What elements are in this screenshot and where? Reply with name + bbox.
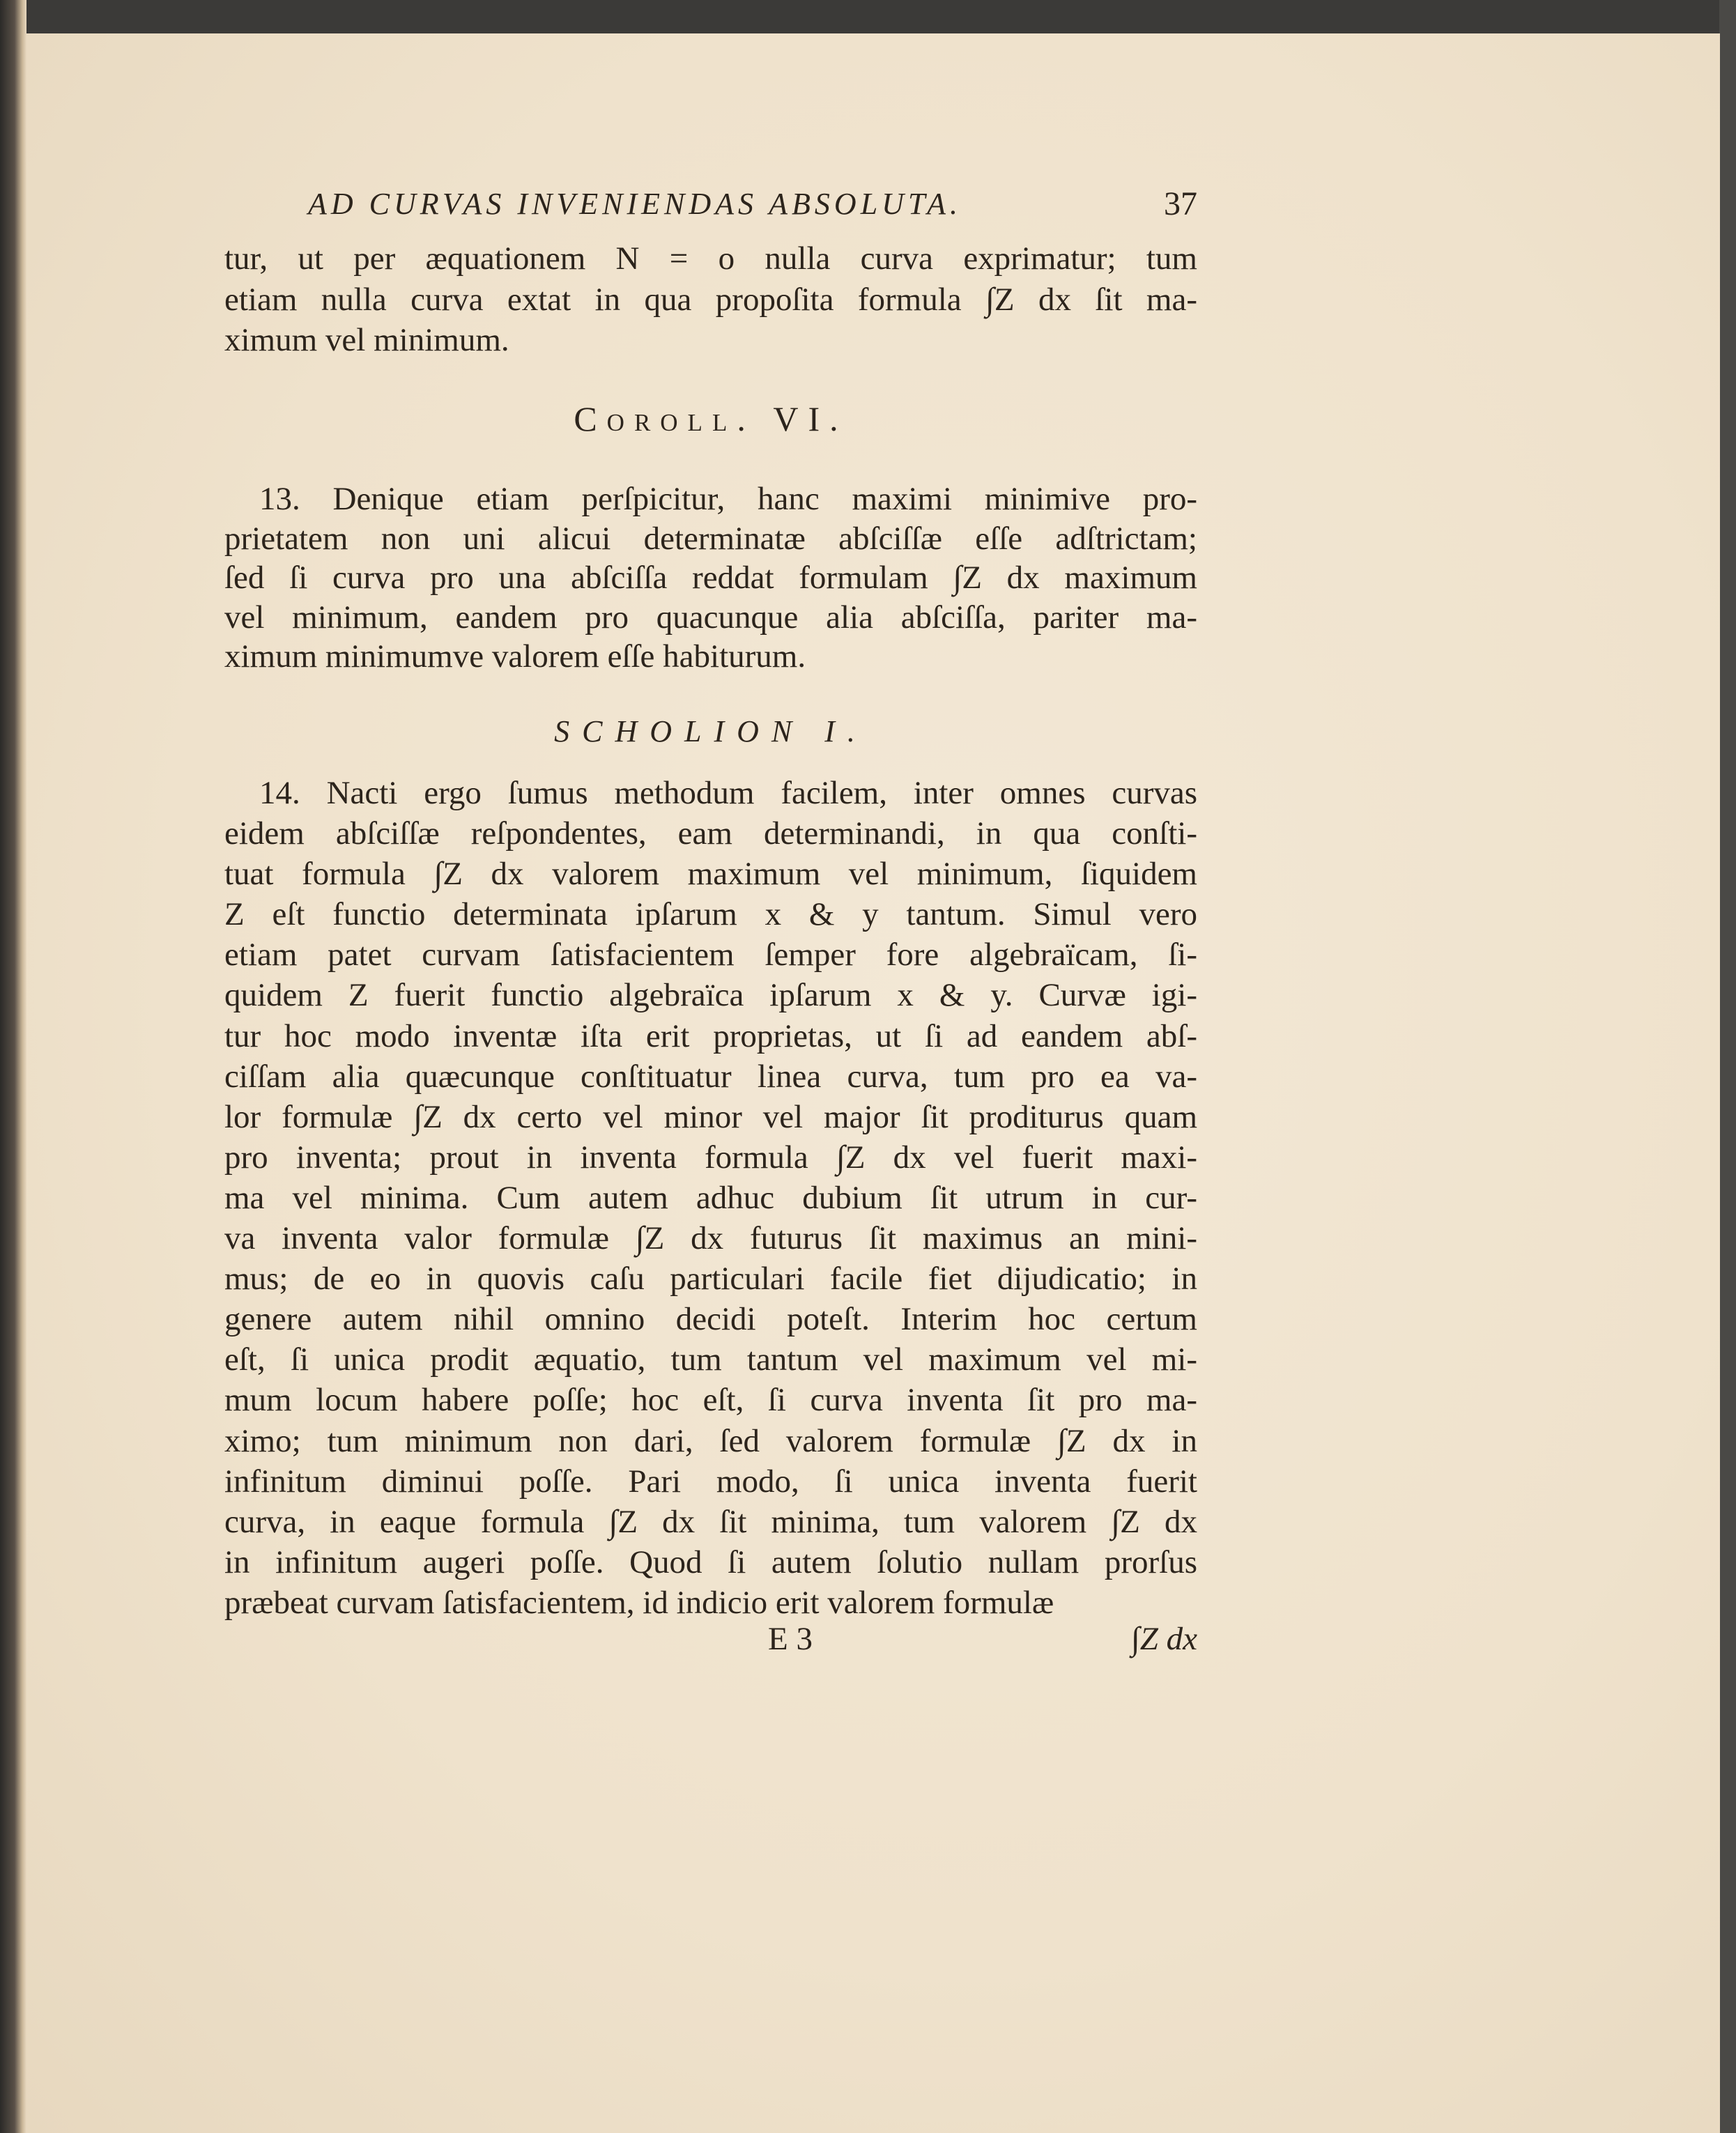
text-line: tur hoc modo inventæ iſta erit proprietas, ut ſi ad eandem abſ- (224, 1017, 1197, 1054)
scan-background-edge (1719, 0, 1736, 2133)
text-line: ximo; tum minimum non dari, ſed valorem formulæ ∫Z dx in (224, 1422, 1197, 1459)
text-line: ſed ſi curva pro una abſciſſa reddat formulam ∫Z dx maximum (224, 560, 1197, 596)
text-line: eidem abſciſſæ reſpondentes, eam determinandi, in qua conſti- (224, 815, 1197, 852)
page-footer (224, 1619, 1197, 1659)
text-line: tur, ut per æquationem N = o nulla curva exprimatur; tum (224, 240, 1197, 277)
corollary-heading: Coroll. VI. (574, 399, 848, 438)
text-line: 14. Nacti ergo ſumus methodum facilem, inter omnes curvas (259, 775, 1197, 811)
paragraph-14 (224, 773, 1197, 1623)
text-line: præbeat curvam ſatisfacientem, id indicio erit valorem formulæ (224, 1584, 1054, 1621)
text-line: ximum minimumve valorem eſſe habiturum. (224, 638, 806, 675)
text-line: mum locum habere poſſe; hoc eſt, ſi curva inventa ſit pro ma- (224, 1382, 1197, 1419)
paragraph-13 (224, 479, 1197, 677)
text-line: etiam patet curvam ſatisfacientem ſemper fore algebraïcam, ſi- (224, 937, 1197, 973)
text-line: lor formulæ ∫Z dx certo vel minor vel major ſit proditurus quam (224, 1098, 1197, 1135)
text-line: vel minimum, eandem pro quacunque alia abſciſſa, pariter ma- (224, 599, 1197, 636)
text-line: Z eſt functio determinata ipſarum x & y tantum. Simul vero (224, 896, 1197, 933)
catchword: ∫Z dx (1130, 1621, 1197, 1657)
text-line: ma vel minima. Cum autem adhuc dubium ſit utrum in cur- (224, 1179, 1197, 1216)
text-line: etiam nulla curva extat in qua propoſita formula ∫Z dx ſit ma- (224, 281, 1197, 318)
scholion-heading: SCHOLION I. (554, 714, 868, 748)
page-number: 37 (1164, 185, 1197, 222)
text-line: pro inventa; prout in inventa formula ∫Z dx vel fuerit maxi- (224, 1139, 1197, 1176)
text-line: 13. Denique etiam perſpicitur, hanc maximi minimive pro- (259, 481, 1197, 517)
text-line: quidem Z fuerit functio algebraïca ipſarum x & y. Curvæ igi- (224, 977, 1197, 1014)
running-head (224, 184, 1197, 224)
text-line: ciſſam alia quæcunque conſtituatur linea curva, tum pro ea va- (224, 1058, 1197, 1095)
text-line: ximum vel minimum. (224, 322, 509, 358)
continued-paragraph (224, 238, 1197, 361)
running-head-title: AD CURVAS INVENIENDAS ABSOLUTA. (308, 187, 962, 221)
text-line: genere autem nihil omnino decidi poteſt. Interim hoc certum (224, 1301, 1197, 1338)
text-line: in infinitum augeri poſſe. Quod ſi autem ſolutio nullam prorſus (224, 1543, 1197, 1580)
signature-mark: E 3 (768, 1621, 813, 1657)
text-line: infinitum diminui poſſe. Pari modo, ſi unica inventa fuerit (224, 1463, 1197, 1500)
book-spine-edge (0, 0, 26, 2133)
text-line: prietatem non uni alicui determinatæ abſciſſæ eſſe adſtrictam; (224, 520, 1197, 557)
text-line: va inventa valor formulæ ∫Z dx futurus ſit maximus an mini- (224, 1220, 1197, 1257)
text-line: curva, in eaque formula ∫Z dx ſit minima, tum valorem ∫Z dx (224, 1503, 1197, 1540)
text-line: tuat formula ∫Z dx valorem maximum vel minimum, ſiquidem (224, 856, 1197, 893)
text-line: eſt, ſi unica prodit æquatio, tum tantum vel maximum vel mi- (224, 1341, 1197, 1378)
text-line: mus; de eo in quovis caſu particulari facile fiet dijudicatio; in (224, 1261, 1197, 1297)
